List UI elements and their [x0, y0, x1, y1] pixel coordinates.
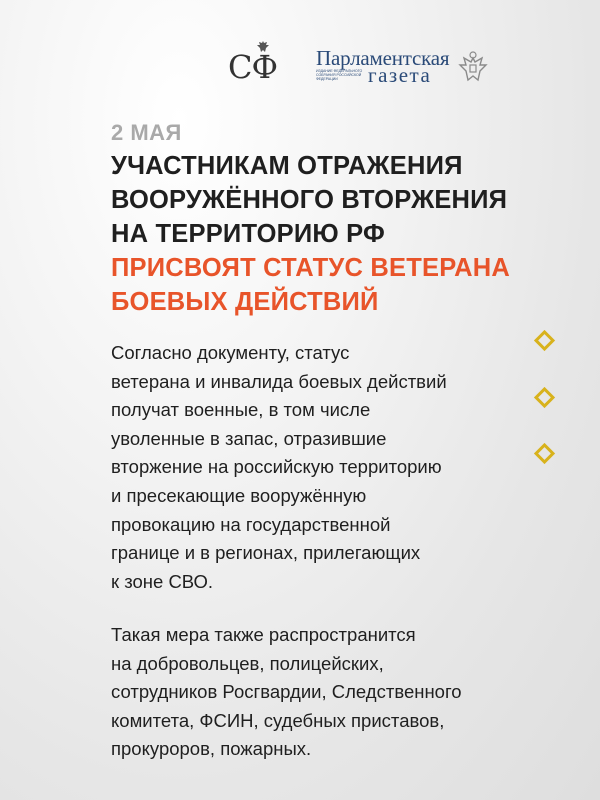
eagle-emblem-icon	[458, 50, 488, 84]
date-label: 2 МАЯ	[111, 120, 182, 145]
diamond-icon	[534, 443, 555, 464]
headline-line: УЧАСТНИКАМ ОТРАЖЕНИЯ	[111, 152, 463, 180]
paragraph-line: ветерана и инвалида боевых действий	[111, 370, 447, 392]
pg-logo-gazeta: газета	[368, 63, 432, 87]
paragraph-2	[111, 621, 531, 764]
diamond-icon	[534, 330, 555, 351]
paragraph-line: комитета, ФСИН, судебных приставов,	[111, 709, 445, 731]
paragraph-line: Такая мера также распространится	[111, 624, 416, 645]
parliamentary-gazette-logo	[316, 46, 516, 90]
pg-logo-title: Парламентская	[316, 46, 450, 70]
paragraph-line: вторжение на российскую территорию	[111, 456, 442, 478]
sf-logo-text: СФ	[228, 48, 278, 86]
paragraph-line: границе и в регионах, прилегающих	[111, 542, 421, 564]
paragraph-line: и пресекающие вооружённую	[111, 484, 367, 506]
paragraph-line: Согласно документу, статус	[111, 342, 350, 363]
headline-accent-line: ПРИСВОЯТ СТАТУС ВЕТЕРАНА	[111, 254, 511, 282]
headline	[111, 149, 541, 319]
paragraph-line: уволенные в запас, отразившие	[111, 427, 387, 449]
headline-line: ВООРУЖЁННОГО ВТОРЖЕНИЯ	[111, 186, 508, 214]
sf-logo	[228, 42, 298, 88]
paragraph-line: провокацию на государственной	[111, 513, 391, 535]
pg-logo-subtitle: ИЗДАНИЕ ФЕДЕРАЛЬНОГО СОБРАНИЯ РОССИЙСКОЙ ФЕДЕРАЦИИ	[316, 69, 363, 81]
paragraph-line: на добровольцев, полицейских,	[111, 652, 384, 674]
headline-line: НА ТЕРРИТОРИЮ РФ	[111, 220, 385, 248]
headline-accent-line: БОЕВЫХ ДЕЙСТВИЙ	[111, 288, 379, 316]
diamond-icon	[534, 387, 555, 408]
paragraph-line: прокуроров, пожарных.	[111, 738, 312, 760]
paragraph-1	[111, 339, 531, 596]
paragraph-line: получат военные, в том числе	[111, 399, 371, 421]
paragraph-line: к зоне СВО.	[111, 570, 214, 592]
paragraph-line: сотрудников Росгвардии, Следственного	[111, 681, 462, 703]
